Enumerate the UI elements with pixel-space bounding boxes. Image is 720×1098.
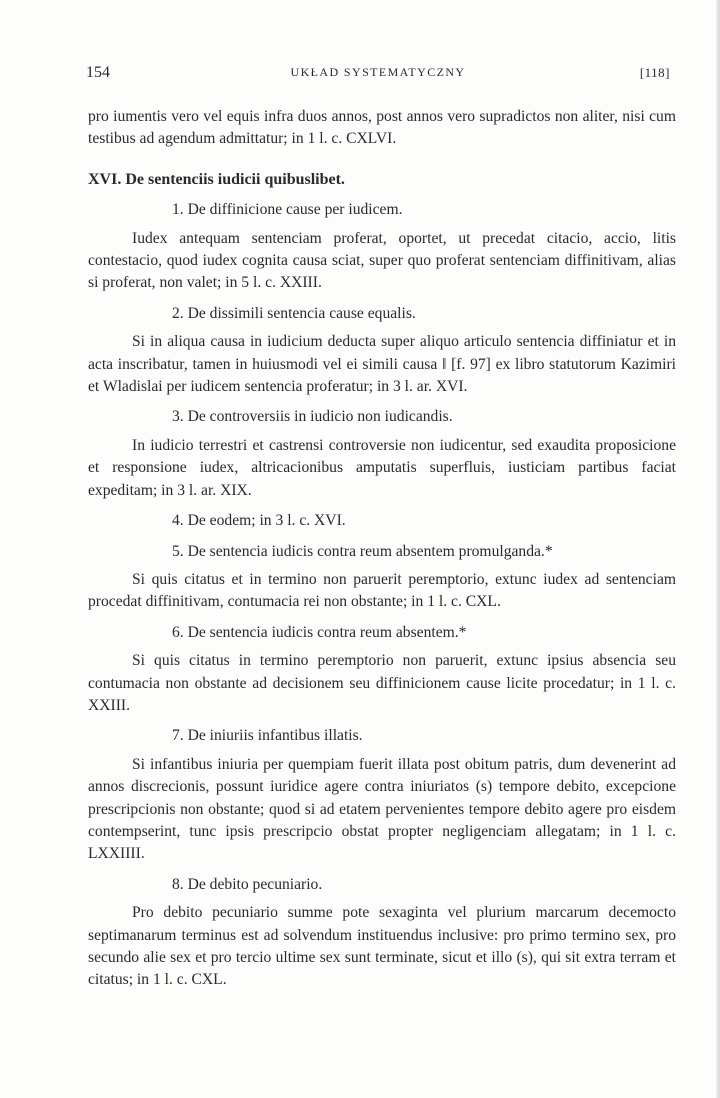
subsection-text-3: In iudicio terrestri et castrensi controversie non iudicentur, sed exaudita proposicione et responsione iudex, altricacionibus amputatis superfluis, iusticiam partibus faciat expeditam; in 3 l. ar. XIX. [88, 436, 676, 499]
page-number: 154 [86, 64, 110, 81]
page-header [86, 64, 670, 84]
page-edge [716, 0, 720, 1098]
running-title: UKŁAD SYSTEMATYCZNY [290, 65, 466, 79]
subsection-text-1: Iudex antequam sentenciam proferat, oportet, ut precedat citacio, accio, litis contestacio, quod iudex cognita causa sciat, super quo proferat sentenciam diffinitivam, alias si proferat, non valet; in 5 l. c. XXIII. [88, 229, 676, 292]
subsection-text-2: Si in aliqua causa in iudicium deducta super aliquo articulo sentencia diffiniatur et in acta inscribatur, tamen in huiusmodi vel ei simili causa ‖ [f. 97] ex libro statutorum Kazimiri et Wladislai per iudicem sentencia proferatur; in 3 l. ar. XVI. [88, 333, 676, 396]
subsection-title-2: 2. De dissimili sentencia cause equalis. [172, 304, 416, 322]
paragraph-continuation: pro iumentis vero vel equis infra duos annos, post annos vero supradictos non aliter, nisi cum testibus ad agendum admittatur; in 1 l. c. CXLVI. [88, 108, 676, 148]
subsection-text-5: Si quis citatus et in termino non paruerit peremptorio, extunc iudex ad sentenciam procedat diffinitivam, contumacia rei non obstante; in 1 l. c. CXL. [88, 570, 676, 611]
subsection-title-7: 7. De iniuriis infantibus illatis. [172, 727, 363, 745]
subsection-text-6: Si quis citatus in termino peremptorio non paruerit, extunc ipsius absencia seu contumacia non obstante ad decisionem seu diffinicionem cause licite procedatur; in 1 l. c. XXIII. [88, 652, 676, 714]
original-page-number: [118] [639, 65, 670, 80]
subsection-title-6: 6. De sentencia iudicis contra reum absentem.* [172, 623, 467, 641]
subsection-title-3: 3. De controversiis in iudicio non iudicandis. [172, 408, 453, 426]
section-title: XVI. De sentenciis iudicii quibuslibet. [88, 170, 345, 188]
page-body [88, 106, 676, 992]
subsection-text-8: Pro debito pecuniario summe pote sexaginta vel plurium marcarum decemocto septimanarum terminus est ad solvendum instituendus inclusive: pro primo termino sex, pro secundo alie sex et pro tercio ultime sex sunt terminate, sicut et illo (s), qui sit extra terram et citatus; in 1 l. c. CXL. [88, 904, 676, 989]
subsection-title-1: 1. De diffinicione cause per iudicem. [172, 201, 403, 219]
subsection-title-4: 4. De eodem; in 3 l. c. XVI. [172, 512, 346, 530]
subsection-text-7: Si infantibus iniuria per quempiam fuerit illata post obitum patris, dum devenerint ad annos discrecionis, possunt iuridice agere contra iniuriatos (s) tempore debito, excepcione prescripcionis non obstante; quod si ad etatem pervenientes tempore debito agere pro eisdem contempserint, tunc ipsis prescripcio obstat propter negligenciam allegatam; in 1 l. c. LXXIIII. [88, 755, 676, 863]
subsection-title-8: 8. De debito pecuniario. [172, 875, 323, 893]
subsection-title-5: 5. De sentencia iudicis contra reum absentem promulganda.* [172, 542, 553, 560]
